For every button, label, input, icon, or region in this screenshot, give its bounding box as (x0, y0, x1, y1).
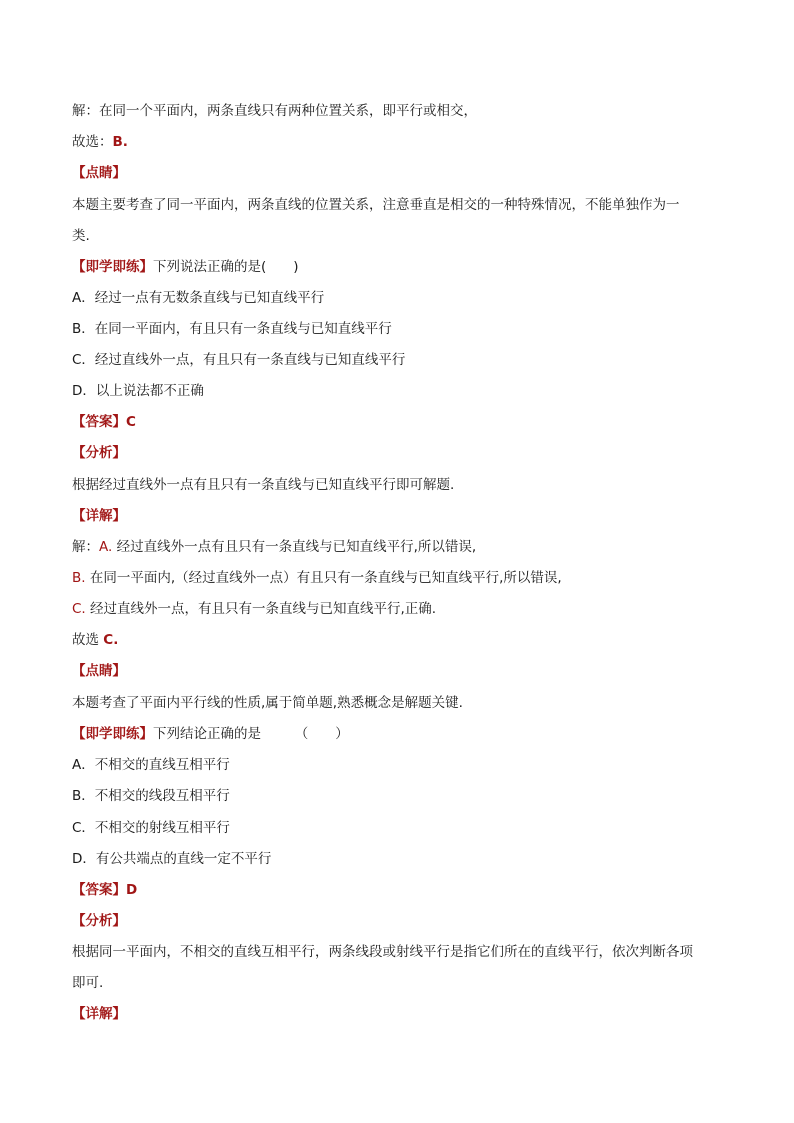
section-label-comment (72, 163, 722, 183)
option-text: D．以上说法都不正确 (72, 383, 204, 399)
option-c (72, 350, 722, 370)
section-label-text: 【分析】 (72, 913, 126, 929)
section-label-analysis (72, 443, 722, 463)
section-label-text: 【详解】 (72, 1006, 126, 1022)
option-text: D．有公共端点的直线一定不平行 (72, 851, 272, 867)
choice-line-2 (72, 630, 722, 650)
answer-value: D (126, 882, 138, 898)
option-text: C．不相交的射线互相平行 (72, 820, 230, 836)
answer-line-1 (72, 412, 722, 432)
practice-question-1 (72, 257, 722, 277)
answer-value: C. (103, 632, 119, 648)
option-text: C．经过直线外一点，有且只有一条直线与已知直线平行 (72, 352, 406, 368)
analysis-text-1 (72, 475, 722, 495)
paragraph-text: 类. (72, 228, 90, 244)
section-label-text: 【即学即练】 (72, 259, 153, 275)
detail-text: 经过直线外一点，有且只有一条直线与已知直线平行,正确. (85, 601, 437, 617)
detail-line-a (72, 537, 722, 557)
section-label-detail-2 (72, 1004, 722, 1024)
section-label-text: 【分析】 (72, 445, 126, 461)
option-a (72, 288, 722, 308)
section-label-comment-2 (72, 661, 722, 681)
option-letter: B. (72, 570, 86, 586)
section-label-analysis-2 (72, 911, 722, 931)
detail-text: 在同一平面内,（经过直线外一点）有且只有一条直线与已知直线平行,所以错误, (85, 570, 562, 586)
option-letter: A. (99, 539, 113, 555)
option-b (72, 319, 722, 339)
section-label-text: 【详解】 (72, 508, 126, 524)
section-label-detail (72, 506, 722, 526)
question-text: 下列说法正确的是( ) (153, 259, 299, 275)
section-label-text: 【点睛】 (72, 663, 126, 679)
solution-line-1 (72, 101, 722, 121)
section-label-text: 【点睛】 (72, 165, 126, 181)
option-b-2 (72, 786, 722, 806)
detail-line-c (72, 599, 722, 619)
paragraph-text: 根据经过直线外一点有且只有一条直线与已知直线平行即可解题. (72, 477, 455, 493)
option-text: B．在同一平面内，有且只有一条直线与已知直线平行 (72, 321, 392, 337)
choice-prefix: 故选 (72, 632, 104, 648)
option-text: B．不相交的线段互相平行 (72, 788, 230, 804)
detail-line-b (72, 568, 722, 588)
answer-line-2 (72, 880, 722, 900)
practice-question-2 (72, 724, 722, 744)
comment-text-3 (72, 693, 722, 713)
choice-prefix: 故选： (72, 134, 113, 150)
option-text: A．经过一点有无数条直线与已知直线平行 (72, 290, 325, 306)
analysis-text-2 (72, 942, 722, 962)
comment-text-1 (72, 195, 722, 215)
option-letter: C. (72, 601, 86, 617)
option-d (72, 381, 722, 401)
option-text: A．不相交的直线互相平行 (72, 757, 230, 773)
option-a-2 (72, 755, 722, 775)
analysis-text-3 (72, 973, 722, 993)
question-text: 下列结论正确的是 （ ） (153, 726, 349, 742)
choice-line-1 (72, 132, 722, 152)
paragraph-text: 即可. (72, 975, 104, 991)
section-label-text: 【答案】 (72, 414, 126, 430)
paragraph-text: 本题主要考查了同一平面内，两条直线的位置关系，注意垂直是相交的一种特殊情况，不能单独作为一 (72, 197, 680, 213)
option-c-2 (72, 818, 722, 838)
paragraph-text: 本题考查了平面内平行线的性质,属于简单题,熟悉概念是解题关键. (72, 695, 463, 711)
solution-text: 解：在同一个平面内，两条直线只有两种位置关系，即平行或相交， (72, 103, 477, 119)
answer-value: C (126, 414, 136, 430)
option-d-2 (72, 849, 722, 869)
answer-value: B. (112, 134, 128, 150)
comment-text-2 (72, 226, 722, 246)
detail-text: 经过直线外一点有且只有一条直线与已知直线平行,所以错误, (112, 539, 477, 555)
paragraph-text: 根据同一平面内，不相交的直线互相平行，两条线段或射线平行是指它们所在的直线平行，依次判断各项 (72, 944, 693, 960)
detail-prefix: 解： (72, 539, 99, 555)
section-label-text: 【即学即练】 (72, 726, 153, 742)
section-label-text: 【答案】 (72, 882, 126, 898)
